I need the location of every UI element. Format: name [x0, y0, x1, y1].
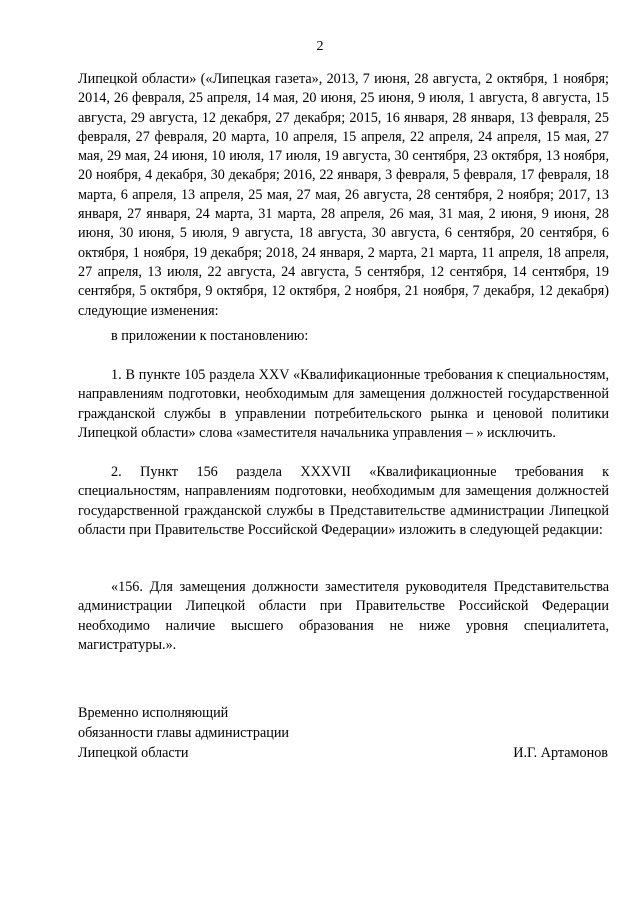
- signatory-title-line-2: обязанности главы администрации: [78, 725, 290, 741]
- appendix-paragraph: в приложении к постановлению:: [111, 328, 309, 344]
- amendment-item-1: 1. В пункте 105 раздела XXV «Квалификационные требования к специальностям, направлениям подготовки, необходимым для замещения должностей государственной гражданской службы в управлении потребительского рынка и ценовой политики Липецкой области» слова «заместителя начальника управления – » исключить.: [78, 367, 609, 441]
- signatory-title-line-1: Временно исполняющий: [78, 705, 229, 721]
- signatory-title-line-3: Липецкой области: [78, 745, 189, 761]
- intro-paragraph: Липецкой области» («Липецкая газета», 2013, 7 июня, 28 августа, 2 октября, 1 ноября; 2014, 26 февраля, 25 апреля, 14 мая, 20 июня, 25 июня, 9 июля, 1 августа, 8 августа, 15 августа, 29 августа, 12 декабря, 27 декабря; 2015, 16 января, 28 января, 13 февраля, 25 февраля, 27 февраля, 20 марта, 10 апреля, 15 апреля, 22 апреля, 24 апреля, 15 мая, 27 мая, 29 мая, 24 июня, 10 июля, 17 июля, 19 августа, 30 сентября, 23 октября, 13 ноября, 20 ноября, 4 декабря, 30 декабря; 2016, 22 января, 3 февраля, 5 февраля, 17 февраля, 18 марта, 6 апреля, 13 апреля, 25 мая, 27 мая, 26 августа, 28 сентября, 2 ноября; 2017, 13 января, 27 января, 24 марта, 31 марта, 28 апреля, 26 мая, 31 мая, 2 июня, 9 июня, 28 июня, 30 июня, 5 июля, 9 августа, 18 августа, 30 августа, 6 сентября, 20 сентября, 6 октября, 1 ноября, 19 декабря; 2018, 24 января, 2 марта, 21 марта, 11 апреля, 18 апреля, 27 апреля, 13 июля, 22 августа, 24 августа, 5 сентября, 12 сентября, 14 сентября, 19 сентября, 5 октября, 9 октября, 12 октября, 2 ноября, 21 ноября, 7 декабря, 12 декабря) следующие изменения:: [78, 71, 609, 319]
- amendment-item-2: 2. Пункт 156 раздела XXXVII «Квалификационные требования к специальностям, направлениям подготовки, необходимым для замещения должностей государственной гражданской службы в Представительстве администрации Липецкой области при Правительстве Российской Федерации» изложить в следующей редакции:: [78, 464, 609, 538]
- page-number: 2: [316, 39, 324, 54]
- signatory-name: И.Г. Артамонов: [513, 745, 608, 761]
- amendment-quote: «156. Для замещения должности заместителя руководителя Представительства администрации Липецкой области при Правительстве Российской Федерации необходимо наличие высшего образования не ниже уровня специалитета, магистратуры.».: [78, 579, 609, 653]
